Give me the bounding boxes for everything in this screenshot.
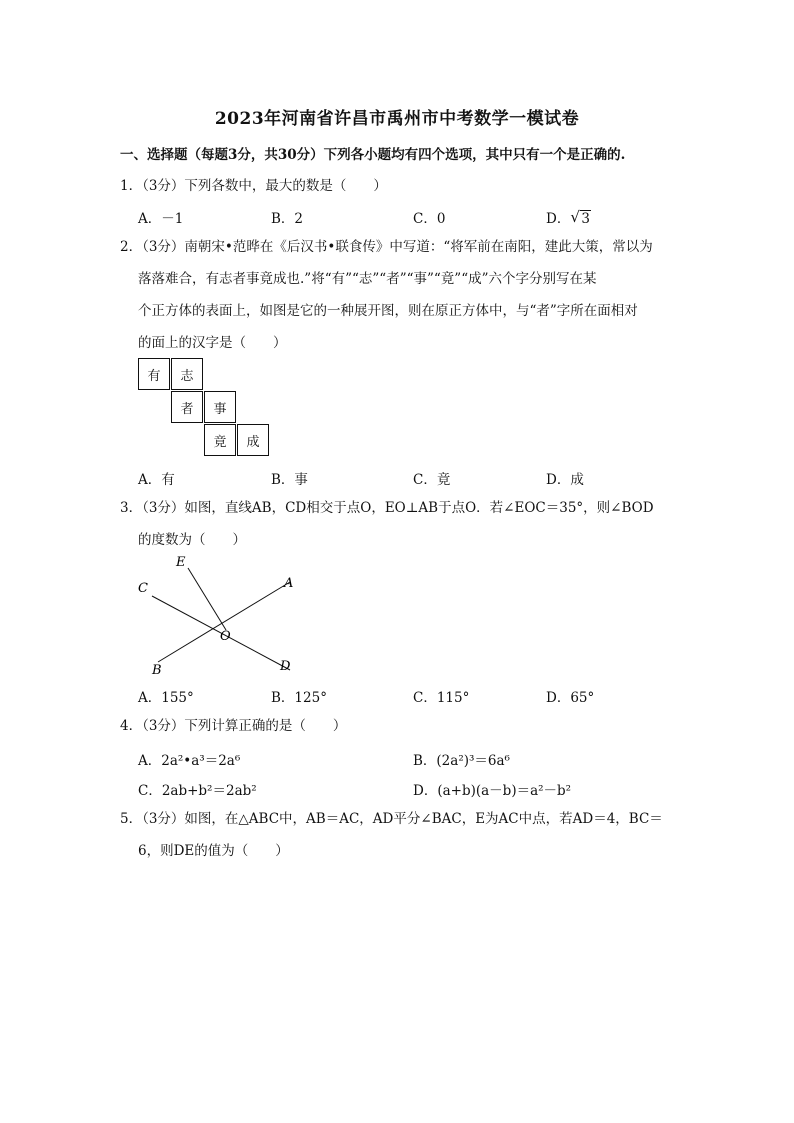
label-c: C	[138, 581, 148, 596]
section-heading: 一、选择题（每题3分，共30分）下列各小题均有四个选项，其中只有一个是正确的.	[120, 147, 626, 163]
question-4-options-row-1	[138, 749, 698, 769]
question-2-line-1: 2．（3分）南朝宋•范晔在《后汉书•联食传》中写道：“将军前在南阳，建此大策，常以为	[120, 239, 653, 255]
net-cell-you: 有	[138, 358, 170, 390]
question-5-line-1: 5．（3分）如图，在△ABC中，AB＝AC，AD平分∠BAC，E为AC中点，若AD＝4，BC＝	[120, 811, 663, 827]
question-1	[120, 170, 680, 202]
sqrt-symbol: √ 3	[570, 208, 590, 227]
q2-option-b[interactable]: B．事	[271, 472, 308, 488]
q3-option-a[interactable]: A．155°	[138, 690, 194, 706]
q3-option-b[interactable]: B．125°	[271, 690, 327, 706]
question-5	[120, 803, 680, 867]
q1-option-d-radicand: 3	[581, 211, 590, 227]
label-o: O	[220, 629, 231, 644]
question-1-stem: 1．（3分）下列各数中，最大的数是（ ）	[120, 178, 387, 194]
exam-title: 2023年河南省许昌市禹州市中考数学一模试卷	[214, 109, 580, 129]
line-eo	[188, 568, 226, 630]
cube-net-diagram	[138, 358, 278, 458]
line-ab	[158, 582, 290, 662]
q1-option-d-label: D．	[546, 211, 571, 227]
intersecting-lines-diagram	[130, 552, 310, 678]
q2-option-d[interactable]: D．成	[546, 472, 584, 488]
question-2-line-3: 个正方体的表面上，如图是它的一种展开图，则在原正方体中，与“者”字所在面相对	[138, 303, 638, 319]
question-2	[120, 231, 680, 359]
q2-option-a[interactable]: A．有	[138, 472, 175, 488]
question-3-line-1: 3．（3分）如图，直线AB，CD相交于点O，EO⊥AB于点O．若∠EOC＝35°，则∠BOD	[120, 500, 654, 516]
q1-option-d[interactable]	[546, 207, 591, 227]
question-1-options	[138, 207, 698, 227]
q4-option-a[interactable]: A．2a²•a³＝2a⁶	[138, 753, 241, 769]
question-2-line-2: 落落难合，有志者事竟成也.”将“有”“志”“者”“事”“竟”“成”六个字分别写在某	[138, 271, 597, 287]
q2-option-c[interactable]: C．竟	[413, 472, 451, 488]
question-5-line-2: 6，则DE的值为（ ）	[138, 843, 289, 859]
net-cell-shi: 事	[204, 391, 236, 423]
question-3-line-2: 的度数为（ ）	[138, 532, 246, 548]
label-b: B	[152, 663, 162, 678]
label-d: D	[280, 659, 291, 674]
net-cell-jing: 竟	[204, 424, 236, 456]
question-4	[120, 710, 680, 742]
q3-option-c[interactable]: C．115°	[413, 690, 470, 706]
label-e: E	[176, 555, 186, 570]
net-cell-cheng: 成	[237, 424, 269, 456]
question-4-stem: 4．（3分）下列计算正确的是（ ）	[120, 718, 347, 734]
q1-option-a[interactable]: A．－1	[138, 211, 184, 227]
net-cell-zhi: 志	[171, 358, 203, 390]
q3-option-d[interactable]: D．65°	[546, 690, 595, 706]
question-2-options	[138, 468, 698, 488]
q1-option-b[interactable]: B．2	[271, 211, 304, 227]
q4-option-b[interactable]: B．(2a²)³＝6a⁶	[413, 753, 510, 769]
question-4-options-row-2	[138, 779, 698, 799]
q4-option-c[interactable]: C．2ab+b²＝2ab²	[138, 783, 257, 799]
q4-option-d[interactable]: D．(a+b)(a－b)＝a²－b²	[413, 783, 572, 799]
question-3-options	[138, 686, 698, 706]
question-3	[120, 492, 680, 556]
question-2-line-4: 的面上的汉字是（ ）	[138, 335, 287, 351]
net-cell-zhe: 者	[171, 391, 203, 423]
q1-option-c[interactable]: C．0	[413, 211, 446, 227]
label-a: A	[284, 576, 294, 591]
